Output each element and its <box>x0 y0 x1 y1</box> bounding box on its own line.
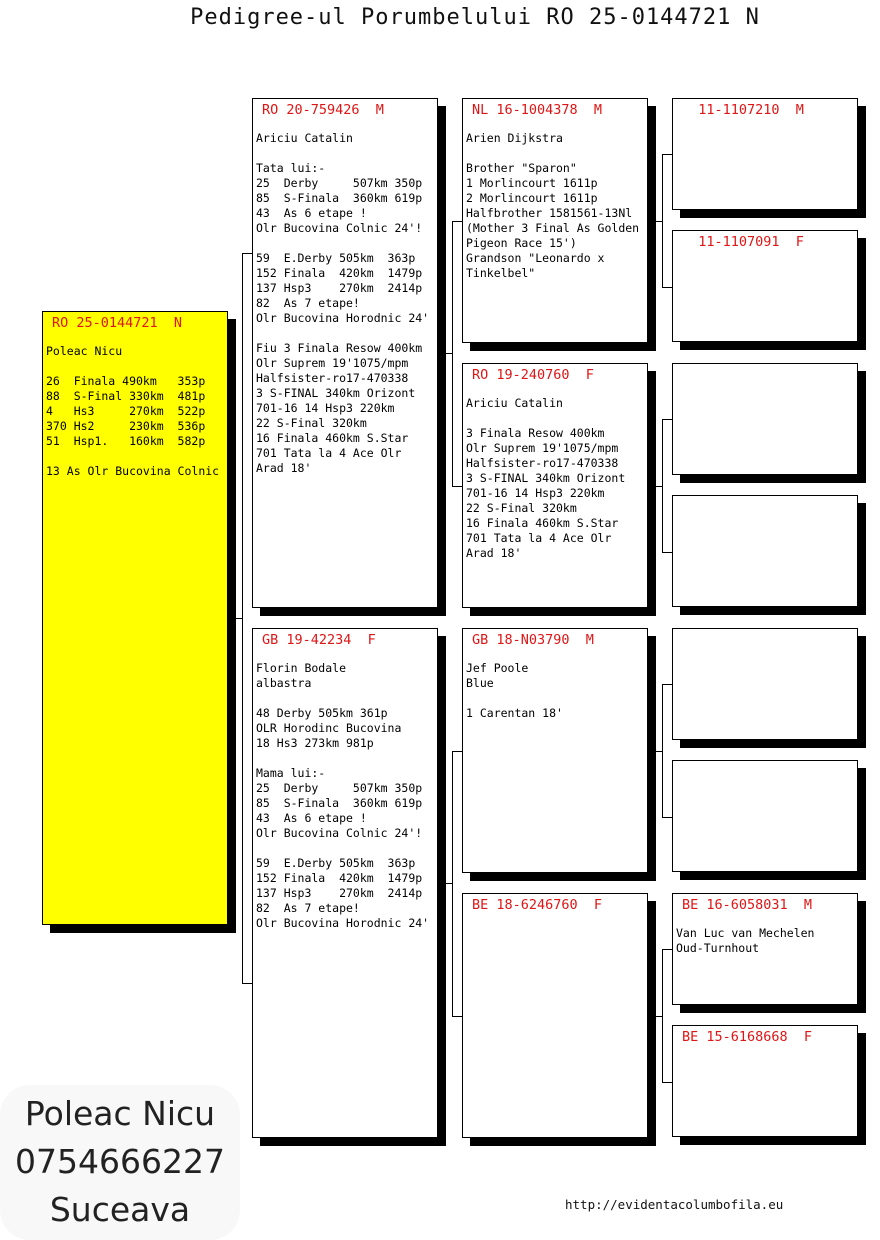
pigeon-info: Florin Bodale albastra 48 Derby 505km 361p OLR Horodinc Bucovina 18 Hs3 273km 981p Mama lui:- 25 Derby 507km 350p 85 S-Finala 360km 619p 43 As 6 etape ! Olr Bucovina Colnic 24'! 59 E.Derby 505km 363p 152 Finala 420km 1479p 137 Hsp3 270km 2414p 82 As 7 etape! Olr Bucovina Horodnic 24' <box>256 661 430 930</box>
connector-line <box>662 1082 672 1083</box>
connector-line <box>662 684 663 817</box>
sire-sire-card[interactable] <box>462 98 648 343</box>
connector-line <box>452 751 453 1016</box>
ring-number: NL 16-1004378 M <box>472 102 603 118</box>
connector-line <box>662 419 663 552</box>
connector-line <box>662 684 672 685</box>
connector-line <box>662 154 663 287</box>
connector-line <box>452 221 453 486</box>
ring-number: 11-1107210 M <box>682 102 804 118</box>
dam-sire-card[interactable] <box>462 628 648 873</box>
ring-number: RO 19-240760 F <box>472 367 594 383</box>
connector-line <box>234 618 242 619</box>
gen3-card[interactable] <box>672 893 858 1005</box>
connector-line <box>662 949 672 950</box>
gen3-card[interactable] <box>672 628 858 740</box>
gen3-card[interactable] <box>672 495 858 607</box>
ring-number: RO 25-0144721 N <box>52 315 183 331</box>
ring-number: 11-1107091 F <box>682 234 804 250</box>
dam-dam-card[interactable] <box>462 893 648 1138</box>
gen3-card[interactable] <box>672 230 858 342</box>
pigeon-info: Poleac Nicu 26 Finala 490km 353p 88 S-Final 330km 481p 4 Hs3 270km 522p 370 Hs2 230km 536p 51 Hsp1. 160km 582p 13 As Olr Bucovina Colnic <box>46 344 220 478</box>
dam-card[interactable] <box>252 628 438 1138</box>
owner-phone: 0754666227 <box>15 1142 225 1181</box>
ring-number: BE 15-6168668 F <box>682 1029 813 1045</box>
gen3-card[interactable] <box>672 98 858 210</box>
gen3-card[interactable] <box>672 1025 858 1137</box>
connector-line <box>242 253 243 983</box>
pigeon-info: Ariciu Catalin 3 Finala Resow 400km Olr Suprem 19'1075/mpm Halfsister-ro17-470338 3 S-FINAL 340km Orizont 701-16 14 Hsp3 220km 22 S-Final 320km 16 Finala 460km S.Star 701 Tata la 4 Ace Olr Arad 18' <box>466 396 626 560</box>
connector-line <box>242 983 252 984</box>
pigeon-info: Jef Poole Blue 1 Carentan 18' <box>466 661 563 720</box>
connector-line <box>662 949 663 1082</box>
gen3-card[interactable] <box>672 760 858 872</box>
gen3-card[interactable] <box>672 363 858 475</box>
ring-number: BE 18-6246760 F <box>472 897 603 913</box>
connector-line <box>452 1016 462 1017</box>
connector-line <box>662 154 672 155</box>
connector-line <box>452 221 462 222</box>
connector-line <box>662 817 672 818</box>
pigeon-info: Ariciu Catalin Tata lui:- 25 Derby 507km 350p 85 S-Finala 360km 619p 43 As 6 etape ! Olr Bucovina Colnic 24'! 59 E.Derby 505km 363p 152 Finala 420km 1479p 137 Hsp3 270km 2414p 82 As 7 etape! Olr Bucovina Horodnic 24' Fiu 3 Finala Resow 400km Olr Suprem 19'1075/mpm Halfsister-ro17-470338 3 S-FINAL 340km Orizont 701-16 14 Hsp3 220km 22 S-Final 320km 16 Finala 460km S.Star 701 Tata la 4 Ace Olr Arad 18' <box>256 131 430 475</box>
ring-number: BE 16-6058031 M <box>682 897 813 913</box>
connector-line <box>452 486 462 487</box>
owner-name: Poleac Nicu <box>24 1094 216 1133</box>
ring-number: GB 18-N03790 M <box>472 632 594 648</box>
connector-line <box>662 419 672 420</box>
connector-line <box>662 552 672 553</box>
connector-line <box>452 751 462 752</box>
pigeon-info: Arien Dijkstra Brother "Sparon" 1 Morlincourt 1611p 2 Morlincourt 1611p Halfbrother 1581561-13Nl (Mother 3 Final As Golden Pigeon Race 15') Grandson "Leonardo x Tinkelbel" <box>466 131 640 280</box>
sire-card[interactable] <box>252 98 438 608</box>
website-link[interactable]: http://evidentacolumbofila.eu <box>565 1197 784 1212</box>
page-title: Pedigree-ul Porumbelului RO 25-0144721 N <box>190 5 760 30</box>
ring-number: GB 19-42234 F <box>262 632 376 648</box>
pigeon-info: Van Luc van Mechelen Oud-Turnhout <box>676 926 815 955</box>
subject-pigeon-card[interactable] <box>42 311 228 925</box>
owner-city: Suceava <box>49 1190 191 1229</box>
sire-dam-card[interactable] <box>462 363 648 608</box>
connector-line <box>662 287 672 288</box>
connector-line <box>242 253 252 254</box>
ring-number: RO 20-759426 M <box>262 102 384 118</box>
